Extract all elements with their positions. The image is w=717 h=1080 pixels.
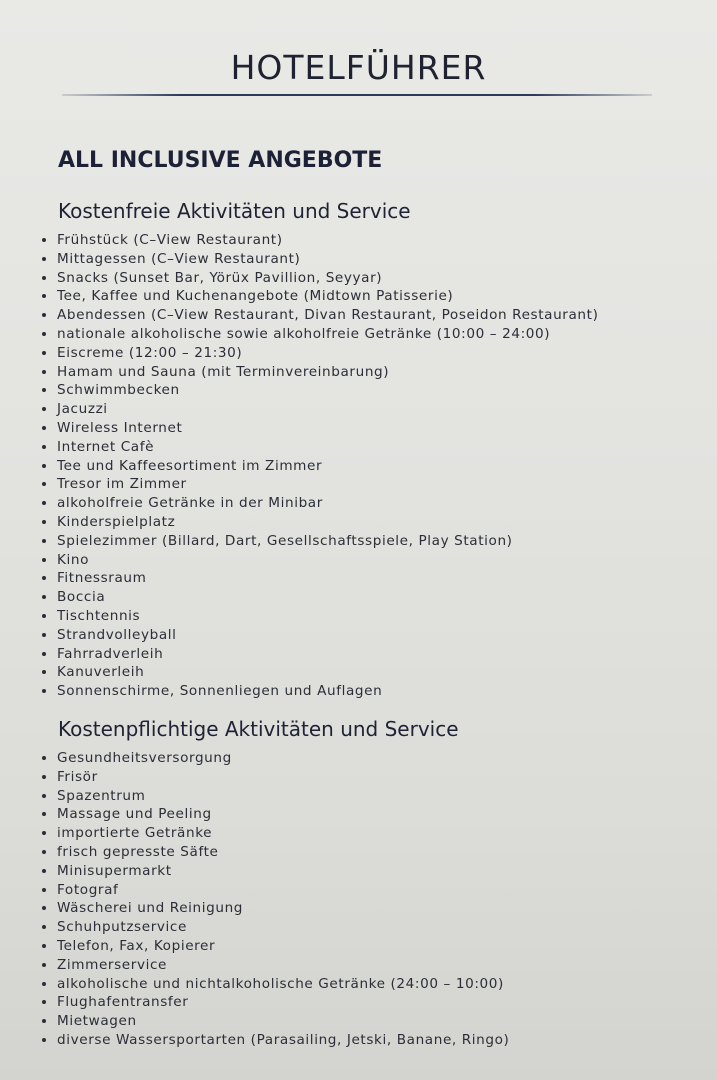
list-item xyxy=(40,663,598,682)
paid-services-heading: Kostenpflichtige Aktivitäten und Service xyxy=(58,717,459,741)
list-item xyxy=(40,306,598,325)
bullet-icon xyxy=(42,925,46,929)
list-item-text: alkoholfreie Getränke in der Minibar xyxy=(57,495,323,512)
list-item xyxy=(40,787,509,806)
list-item-text: Schwimmbecken xyxy=(57,382,180,399)
list-item-text: Telefon, Fax, Kopierer xyxy=(57,937,216,954)
list-item-text: Abendessen (C–View Restaurant, Divan Restaurant, Poseidon Restaurant) xyxy=(57,307,599,324)
bullet-icon xyxy=(42,351,46,355)
bullet-icon xyxy=(42,426,46,430)
list-item xyxy=(40,513,598,532)
list-item xyxy=(40,937,509,956)
list-item-text: Kanuverleih xyxy=(57,664,145,681)
bullet-icon xyxy=(42,831,46,835)
bullet-icon xyxy=(42,482,46,486)
bullet-icon xyxy=(42,539,46,543)
list-item xyxy=(40,805,509,824)
list-item xyxy=(40,438,598,457)
list-item-text: frisch gepresste Säfte xyxy=(57,843,219,860)
list-item-text: Massage und Peeling xyxy=(57,806,212,823)
list-item xyxy=(40,993,509,1012)
bullet-icon xyxy=(42,812,46,816)
list-item-text: Strandvolleyball xyxy=(57,626,177,643)
list-item xyxy=(40,325,598,344)
list-item xyxy=(40,419,598,438)
list-item xyxy=(40,344,598,363)
paid-services-list xyxy=(40,749,509,1050)
list-item xyxy=(40,626,598,645)
list-item xyxy=(40,645,598,664)
bullet-icon xyxy=(42,595,46,599)
bullet-icon xyxy=(42,1019,46,1023)
list-item-text: Frisör xyxy=(57,768,98,785)
list-item xyxy=(40,588,598,607)
list-item-text: Zimmerservice xyxy=(57,956,168,973)
bullet-icon xyxy=(42,370,46,374)
list-item xyxy=(40,231,598,250)
list-item xyxy=(40,881,509,900)
bullet-icon xyxy=(42,1000,46,1004)
bullet-icon xyxy=(42,520,46,524)
bullet-icon xyxy=(42,576,46,580)
list-item xyxy=(40,287,598,306)
bullet-icon xyxy=(42,689,46,693)
bullet-icon xyxy=(42,869,46,873)
list-item xyxy=(40,899,509,918)
list-item xyxy=(40,749,509,768)
list-item xyxy=(40,824,509,843)
page-title: HOTELFÜHRER xyxy=(230,48,487,87)
list-item-text: Gesundheitsversorgung xyxy=(57,750,232,766)
list-item-text: Eiscreme (12:00 – 21:30) xyxy=(57,344,243,361)
list-item-text: Internet Cafè xyxy=(57,438,155,455)
list-item xyxy=(40,1031,509,1050)
list-item xyxy=(40,381,598,400)
list-item xyxy=(40,607,598,626)
bullet-icon xyxy=(42,388,46,392)
list-item-text: Tee, Kaffee und Kuchenangebote (Midtown Patisserie) xyxy=(57,288,454,305)
bullet-icon xyxy=(42,670,46,674)
list-item-text: Fahrradverleih xyxy=(57,645,164,662)
title-divider xyxy=(62,94,652,96)
list-item xyxy=(40,975,509,994)
list-item-text: Tischtennis xyxy=(57,607,141,624)
list-item-text: Fotograf xyxy=(57,881,119,898)
list-item-text: Flughafentransfer xyxy=(57,994,189,1011)
list-item-text: Snacks (Sunset Bar, Yörüx Pavillion, Seyyar) xyxy=(57,269,383,286)
list-item-text: Wireless Internet xyxy=(57,419,183,436)
list-item xyxy=(40,768,509,787)
list-item xyxy=(40,551,598,570)
list-item-text: Jacuzzi xyxy=(57,401,108,418)
list-item-text: Hamam und Sauna (mit Terminvereinbarung) xyxy=(57,363,390,380)
bullet-icon xyxy=(42,445,46,449)
bullet-icon xyxy=(42,332,46,336)
bullet-icon xyxy=(42,794,46,798)
list-item xyxy=(40,956,509,975)
list-item-text: Schuhputzservice xyxy=(57,919,187,936)
section-heading: ALL INCLUSIVE ANGEBOTE xyxy=(58,148,383,173)
list-item-text: Tee und Kaffeesortiment im Zimmer xyxy=(57,457,323,474)
list-item xyxy=(40,843,509,862)
list-item-text: Minisupermarkt xyxy=(57,862,172,879)
list-item-text: Frühstück (C–View Restaurant) xyxy=(57,232,283,248)
bullet-icon xyxy=(42,1038,46,1042)
list-item xyxy=(40,457,598,476)
free-services-heading: Kostenfreie Aktivitäten und Service xyxy=(58,199,411,223)
free-services-list xyxy=(40,231,598,701)
bullet-icon xyxy=(42,756,46,760)
list-item xyxy=(40,250,598,269)
list-item xyxy=(40,475,598,494)
list-item-text: nationale alkoholische sowie alkoholfreie Getränke (10:00 – 24:00) xyxy=(57,325,551,342)
list-item-text: Boccia xyxy=(57,589,106,606)
bullet-icon xyxy=(42,407,46,411)
list-item xyxy=(40,1012,509,1031)
list-item xyxy=(40,269,598,288)
list-item-text: Wäscherei und Reinigung xyxy=(57,900,244,917)
list-item xyxy=(40,400,598,419)
bullet-icon xyxy=(42,276,46,280)
bullet-icon xyxy=(42,963,46,967)
list-item-text: alkoholische und nichtalkoholische Getränke (24:00 – 10:00) xyxy=(57,975,504,992)
bullet-icon xyxy=(42,888,46,892)
list-item-text: Kinderspielplatz xyxy=(57,513,176,530)
bullet-icon xyxy=(42,294,46,298)
list-item-text: Tresor im Zimmer xyxy=(57,476,187,493)
bullet-icon xyxy=(42,982,46,986)
list-item-text: importierte Getränke xyxy=(57,825,213,842)
list-item-text: Spazentrum xyxy=(57,787,146,804)
list-item-text: Spielezimmer (Billard, Dart, Gesellschaftsspiele, Play Station) xyxy=(57,532,513,549)
bullet-icon xyxy=(42,614,46,618)
list-item xyxy=(40,532,598,551)
list-item xyxy=(40,918,509,937)
list-item xyxy=(40,569,598,588)
list-item-text: Sonnenschirme, Sonnenliegen und Auflagen xyxy=(57,683,383,700)
list-item xyxy=(40,363,598,382)
bullet-icon xyxy=(42,238,46,242)
bullet-icon xyxy=(42,906,46,910)
bullet-icon xyxy=(42,652,46,656)
list-item xyxy=(40,494,598,513)
bullet-icon xyxy=(42,501,46,505)
bullet-icon xyxy=(42,257,46,261)
list-item xyxy=(40,682,598,701)
bullet-icon xyxy=(42,464,46,468)
list-item-text: Mittagessen (C–View Restaurant) xyxy=(57,250,301,267)
list-item-text: diverse Wassersportarten (Parasailing, Jetski, Banane, Ringo) xyxy=(57,1031,510,1048)
list-item-text: Fitnessraum xyxy=(57,570,147,587)
list-item xyxy=(40,862,509,881)
bullet-icon xyxy=(42,558,46,562)
list-item-text: Mietwagen xyxy=(57,1013,137,1030)
bullet-icon xyxy=(42,313,46,317)
bullet-icon xyxy=(42,633,46,637)
list-item-text: Kino xyxy=(57,551,90,568)
bullet-icon xyxy=(42,850,46,854)
bullet-icon xyxy=(42,944,46,948)
bullet-icon xyxy=(42,775,46,779)
